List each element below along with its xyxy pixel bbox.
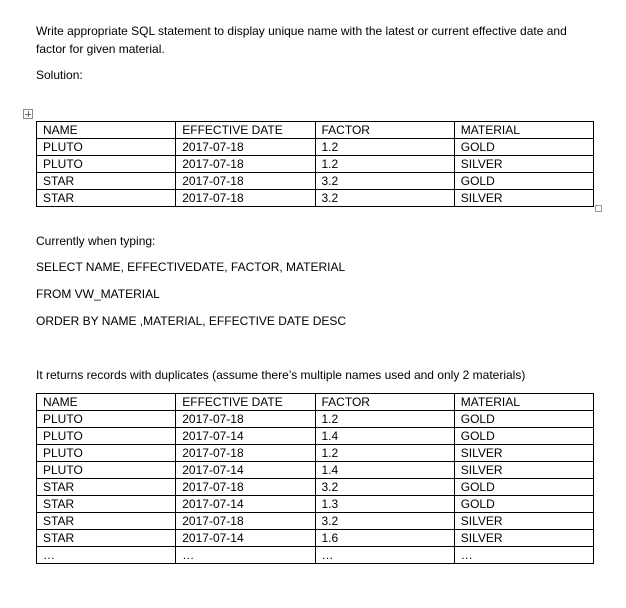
cell-name: PLUTO (37, 428, 176, 445)
cell-factor: 1.2 (315, 156, 454, 173)
cell-effective-date: 2017-07-18 (176, 445, 315, 462)
typing-label: Currently when typing: (36, 234, 156, 248)
cell-effective-date: 2017-07-18 (176, 173, 315, 190)
intro-paragraph: Write appropriate SQL statement to display unique name with the latest or current effective date and factor for given material. (36, 24, 567, 56)
sql-line-order-by: ORDER BY NAME ,MATERIAL, EFFECTIVE DATE DESC (36, 314, 347, 328)
cell-material: SILVER (454, 462, 593, 479)
cell-name: STAR (37, 530, 176, 547)
cell-material: SILVER (454, 513, 593, 530)
cell-name: PLUTO (37, 445, 176, 462)
cell-name: STAR (37, 496, 176, 513)
cell-name: STAR (37, 513, 176, 530)
header-cell-name: NAME (37, 122, 176, 139)
table-header-row (37, 122, 594, 139)
cell-effective-date: 2017-07-14 (176, 496, 315, 513)
table-row (37, 428, 594, 445)
table-row (37, 462, 594, 479)
cell-factor: 3.2 (315, 173, 454, 190)
sql-line-from: FROM VW_MATERIAL (36, 287, 160, 301)
cell-material: GOLD (454, 496, 593, 513)
table-row (37, 547, 594, 564)
header-cell-material: MATERIAL (454, 394, 593, 411)
cell-factor: 1.4 (315, 428, 454, 445)
cell-material: GOLD (454, 139, 593, 156)
table-row (37, 173, 594, 190)
table-move-handle-icon[interactable] (23, 109, 33, 119)
cell-material: SILVER (454, 190, 593, 207)
solution-label: Solution: (36, 68, 83, 82)
table-row (37, 530, 594, 547)
cell-material: GOLD (454, 411, 593, 428)
cell-name: STAR (37, 173, 176, 190)
cell-name: PLUTO (37, 411, 176, 428)
sql-line-select: SELECT NAME, EFFECTIVEDATE, FACTOR, MATERIAL (36, 260, 346, 274)
cell-name: PLUTO (37, 462, 176, 479)
cell-effective-date: 2017-07-14 (176, 428, 315, 445)
cell-name: STAR (37, 479, 176, 496)
table-row (37, 411, 594, 428)
cell-factor: 1.2 (315, 139, 454, 156)
cell-material: GOLD (454, 479, 593, 496)
table-row (37, 479, 594, 496)
result-data-table (36, 393, 594, 564)
cell-name: PLUTO (37, 156, 176, 173)
cell-name: STAR (37, 190, 176, 207)
cell-factor: … (315, 547, 454, 564)
cell-material: GOLD (454, 428, 593, 445)
cell-factor: 1.6 (315, 530, 454, 547)
cell-effective-date: … (176, 547, 315, 564)
table-row (37, 190, 594, 207)
cell-effective-date: 2017-07-14 (176, 462, 315, 479)
cell-factor: 3.2 (315, 513, 454, 530)
cell-effective-date: 2017-07-18 (176, 479, 315, 496)
cell-effective-date: 2017-07-18 (176, 139, 315, 156)
cell-material: GOLD (454, 173, 593, 190)
header-cell-effective-date: EFFECTIVE DATE (176, 394, 315, 411)
input-data-table (36, 121, 594, 207)
cell-material: SILVER (454, 156, 593, 173)
cell-factor: 1.4 (315, 462, 454, 479)
table-header-row (37, 394, 594, 411)
header-cell-factor: FACTOR (315, 122, 454, 139)
cell-effective-date: 2017-07-18 (176, 190, 315, 207)
table-row (37, 513, 594, 530)
header-cell-name: NAME (37, 394, 176, 411)
cell-material: … (454, 547, 593, 564)
cell-effective-date: 2017-07-18 (176, 156, 315, 173)
cell-effective-date: 2017-07-14 (176, 530, 315, 547)
table-row (37, 445, 594, 462)
cell-effective-date: 2017-07-18 (176, 411, 315, 428)
cell-factor: 1.2 (315, 445, 454, 462)
returns-paragraph: It returns records with duplicates (assume there’s multiple names used and only 2 materials) (36, 368, 526, 382)
header-cell-factor: FACTOR (315, 394, 454, 411)
table-row (37, 156, 594, 173)
cell-name: … (37, 547, 176, 564)
header-cell-material: MATERIAL (454, 122, 593, 139)
cell-material: SILVER (454, 445, 593, 462)
cell-effective-date: 2017-07-18 (176, 513, 315, 530)
header-cell-effective-date: EFFECTIVE DATE (176, 122, 315, 139)
cell-factor: 1.3 (315, 496, 454, 513)
cell-name: PLUTO (37, 139, 176, 156)
table-row (37, 139, 594, 156)
cell-factor: 3.2 (315, 190, 454, 207)
table-resize-handle-icon[interactable] (595, 205, 602, 212)
cell-material: SILVER (454, 530, 593, 547)
table-row (37, 496, 594, 513)
cell-factor: 1.2 (315, 411, 454, 428)
cell-factor: 3.2 (315, 479, 454, 496)
